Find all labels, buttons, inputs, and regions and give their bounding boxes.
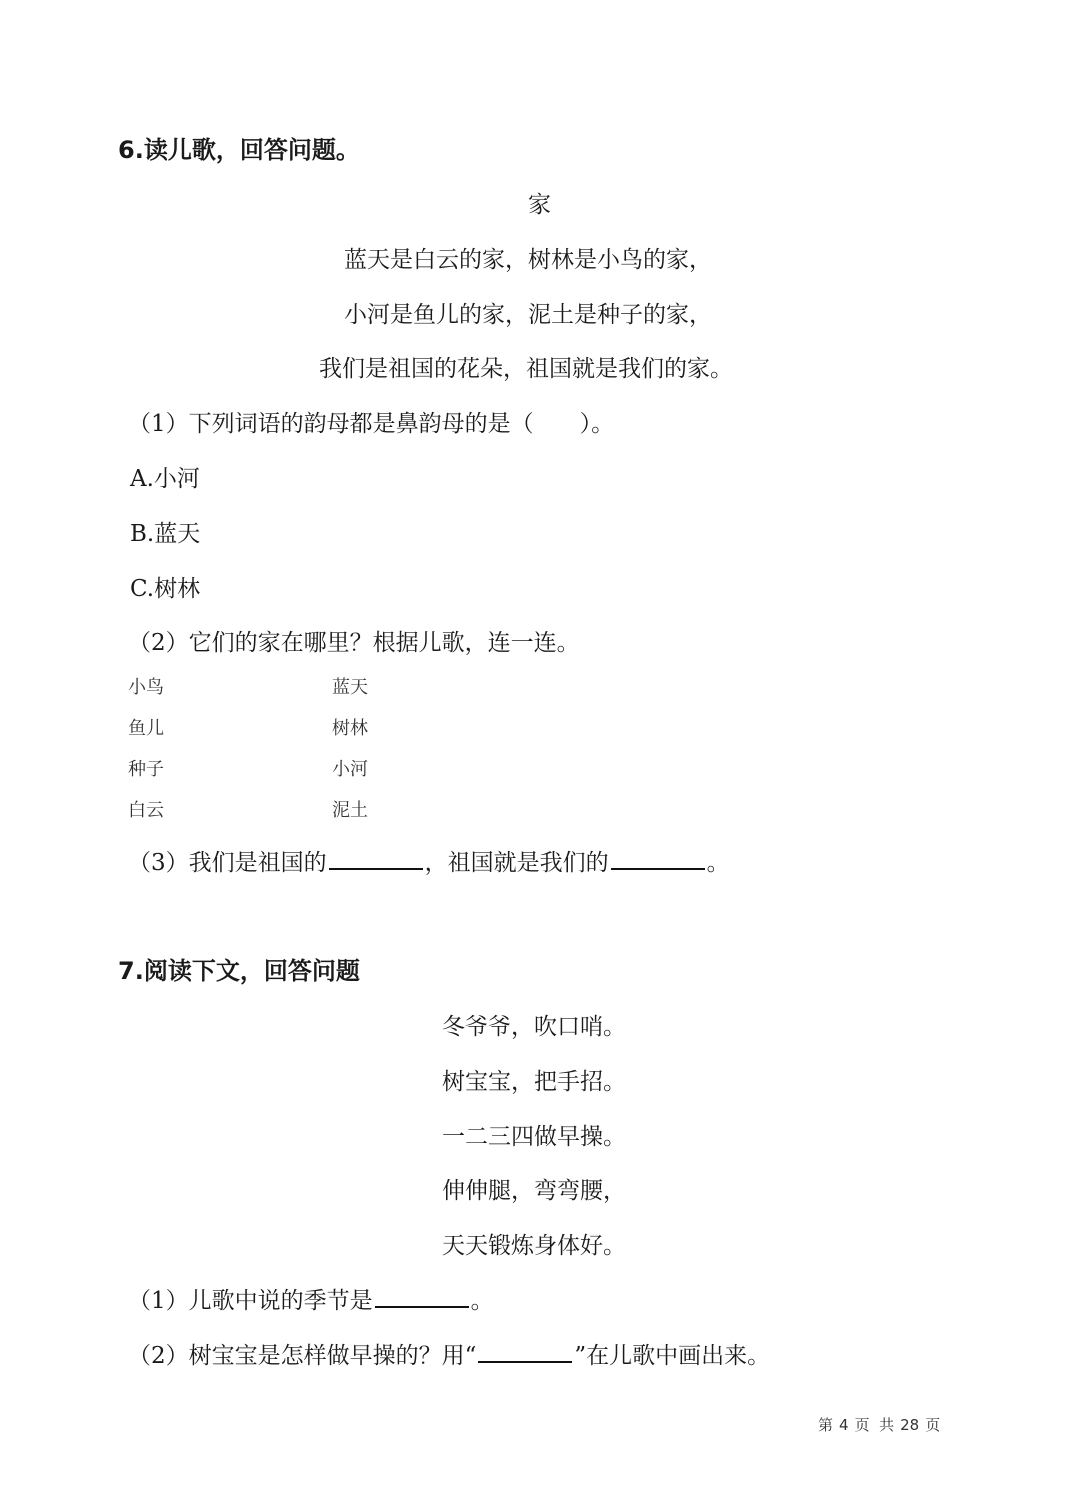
q6-title: 6.读儿歌，回答问题。 [118,136,360,164]
q6-option-b: B.蓝天 [130,521,201,547]
footer-label-page: 第 [818,1416,834,1434]
q6-poem-line-1: 蓝天是白云的家，树林是小鸟的家， [344,247,712,273]
q7-poem-line-2: 树宝宝，把手招。 [442,1069,626,1095]
answer-blank[interactable] [329,846,423,870]
q6-poem-line-3: 我们是祖国的花朵，祖国就是我们的家。 [319,356,733,382]
q6-poem-line-2: 小河是鱼儿的家，泥土是种子的家， [344,302,712,328]
q7-poem-line-3: 一二三四做早操。 [442,1124,626,1150]
q7-poem-line-1: 冬爷爷，吹口哨。 [442,1014,626,1040]
match-right-3: 小河 [332,759,368,780]
match-right-1: 蓝天 [332,677,368,698]
q6-part3-text-a: （3）我们是祖国的 [128,850,327,876]
q7-part2-text-a: （2）树宝宝是怎样做早操的？用“ [128,1343,477,1369]
q6-part3-text-b: ，祖国就是我们的 [424,850,609,876]
q6-poem-title: 家 [528,192,551,218]
match-left-1: 小鸟 [128,677,164,698]
q7-poem-line-4: 伸伸腿，弯弯腰， [442,1178,626,1204]
answer-blank[interactable] [478,1339,572,1363]
footer-current-page: 4 [839,1416,849,1434]
q7-part1 [128,1282,494,1315]
q6-option-a: A.小河 [130,466,200,492]
footer-total-pages: 28 [900,1416,920,1434]
q7-poem-line-5: 天天锻炼身体好。 [442,1233,626,1259]
footer-label-ye1: 页 [854,1416,870,1434]
match-left-2: 鱼儿 [128,718,164,739]
answer-blank[interactable] [611,846,705,870]
q6-part3 [128,844,730,877]
answer-blank[interactable] [375,1284,469,1308]
q6-option-c: C.树林 [130,576,201,602]
match-right-2: 树林 [332,718,368,739]
q7-part2 [128,1337,770,1370]
q6-part3-text-c: 。 [706,850,730,876]
q7-title: 7.阅读下文，回答问题 [118,957,360,985]
footer-label-ye2: 页 [925,1416,941,1434]
q7-part1-text-b: 。 [470,1288,494,1314]
match-left-3: 种子 [128,759,164,780]
q7-part1-text-a: （1）儿歌中说的季节是 [128,1288,373,1314]
q7-part2-text-b: ”在儿歌中画出来。 [574,1343,771,1369]
page-footer [818,1414,940,1435]
match-left-4: 白云 [128,800,164,821]
q6-part1-question: （1）下列词语的韵母都是鼻韵母的是（ ）。 [128,411,615,437]
q6-part2-question: （2）它们的家在哪里？根据儿歌，连一连。 [128,630,580,656]
match-right-4: 泥土 [332,800,368,821]
footer-label-total: 共 [879,1416,895,1434]
